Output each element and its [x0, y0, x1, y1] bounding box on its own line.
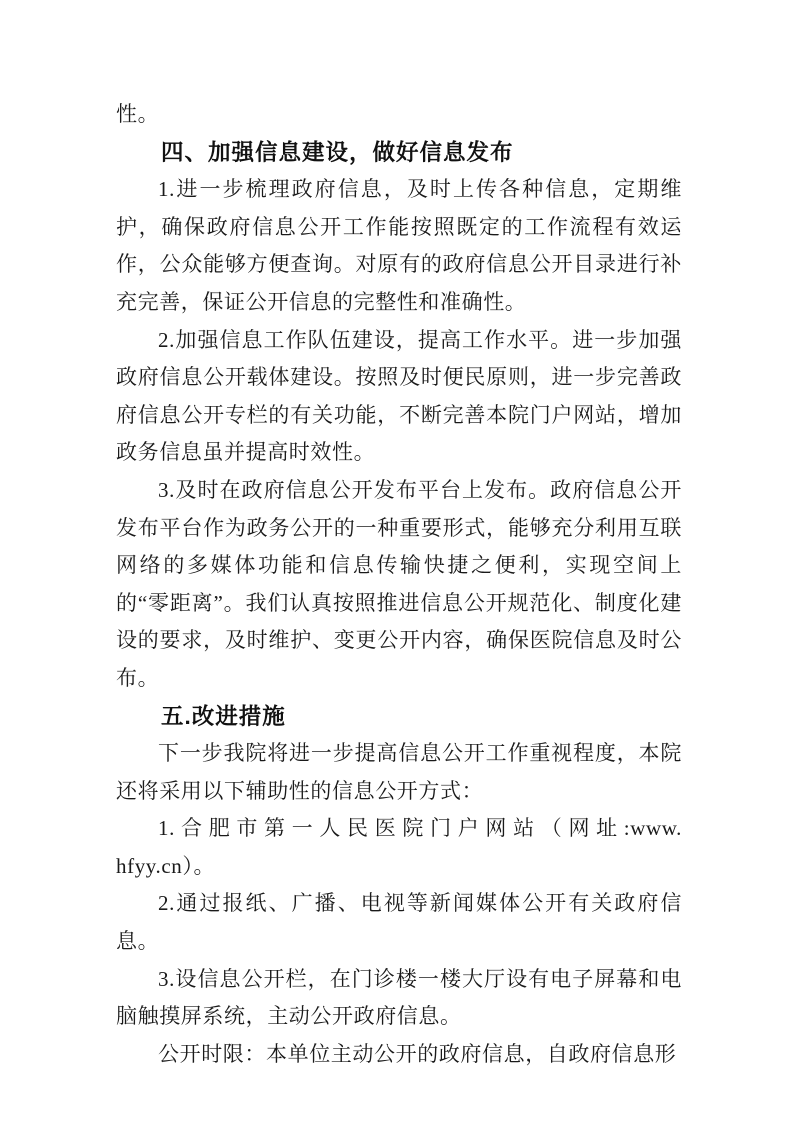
paragraph-continuation: 性。	[116, 102, 160, 126]
document-body	[116, 96, 682, 1073]
paragraph-section4-item2: 2.加强信息工作队伍建设，提高工作水平。进一步加强政府信息公开载体建设。按照及时便民原则，进一步完善政府信息公开专栏的有关功能，不断完善本院门户网站，增加政务信息虽并提高时效性。	[116, 327, 682, 465]
paragraph-section5-item3: 3.设信息公开栏，在门诊楼一楼大厅设有电子屏幕和电脑触摸屏系统，主动公开政府信息。	[116, 966, 682, 1029]
paragraph-disclosure-deadline: 公开时限：本单位主动公开的政府信息，自政府信息形	[158, 1041, 677, 1066]
paragraph-section5-intro: 下一步我院将进一步提高信息公开工作重视程度，本院还将采用以下辅助性的信息公开方式：	[116, 741, 682, 803]
paragraph-section5-item1: 1.合肥市第一人民医院门户网站（网址:www. hfyy.cn）。	[116, 816, 682, 878]
section-heading-4: 四、加强信息建设，做好信息发布	[161, 139, 514, 165]
paragraph-section4-item1: 1.进一步梳理政府信息，及时上传各种信息，定期维护，确保政府信息公开工作能按照既定的工作流程有效运作，公众能够方便查询。对原有的政府信息公开目录进行补充完善，保证公开信息的完整性和准确性。	[116, 177, 682, 314]
section-heading-5: 五.改进措施	[161, 703, 286, 729]
paragraph-section5-item2: 2.通过报纸、广播、电视等新闻媒体公开有关政府信息。	[116, 891, 682, 954]
paragraph-section4-item3: 3.及时在政府信息公开发布平台上发布。政府信息公开发布平台作为政务公开的一种重要形式，能够充分利用互联网络的多媒体功能和信息传输快捷之便利，实现空间上的“零距离”。我们认真按照推进信息公开规范化、制度化建设的要求，及时维护、变更公开内容，确保医院信息及时公布。	[116, 477, 682, 690]
